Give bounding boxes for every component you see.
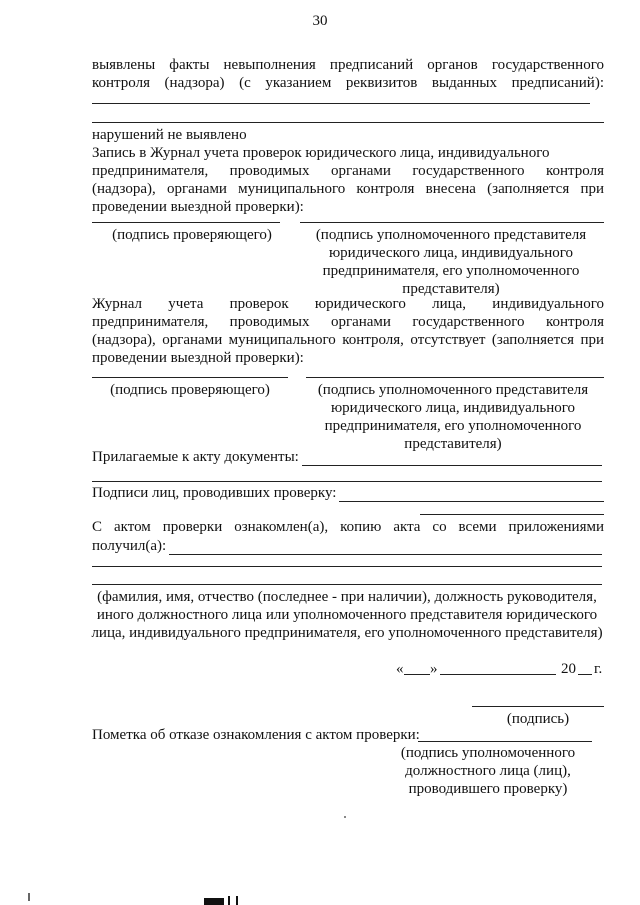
date-year-field[interactable] (578, 674, 592, 675)
scan-artifact-dot (344, 816, 346, 818)
representative-signature-line-2[interactable] (306, 377, 604, 378)
scan-artifact-bar-1 (228, 896, 230, 905)
journal-absent-line-2: предпринимателя, проводимых органами государственного контроля (92, 314, 604, 330)
representative-signature-line-1[interactable] (300, 222, 604, 223)
journal-record-line-4: проведении выездной проверки): (92, 199, 304, 215)
date-month-field[interactable] (440, 674, 556, 675)
signature-caption: (подпись) (506, 711, 570, 727)
journal-absent-paragraph (92, 295, 604, 367)
received-row (92, 537, 602, 555)
journal-record-line-2: предпринимателя, проводимых органами государственного контроля (92, 163, 604, 179)
attached-docs-row (92, 448, 602, 466)
date-day-field[interactable] (404, 674, 430, 675)
facts-line-1: выявлены факты невыполнения предписаний органов государственного (92, 57, 604, 73)
received-field[interactable] (169, 540, 602, 555)
acquainted-paragraph (92, 518, 604, 536)
journal-record-line-3: (надзора), органами муниципального контроля внесена (заполняется при (92, 181, 604, 197)
refusal-caption: (подпись уполномоченного должностного лица (лиц), проводившего проверку) (400, 745, 576, 797)
received-fill-line-3[interactable] (92, 584, 602, 585)
received-label: получил(а): (92, 538, 167, 554)
facts-paragraph (92, 56, 604, 92)
facts-line-2: контроля (надзора) (с указанием реквизитов выданных предписаний): (92, 75, 604, 91)
inspectors-signatures-label: Подписи лиц, проводивших проверку: (92, 485, 337, 501)
scan-artifact-block (204, 898, 224, 905)
acquainted-line-1: С актом проверки ознакомлен(а), копию акта со всеми приложениями (92, 519, 604, 535)
official-caption: (фамилия, имя, отчество (последнее - при наличии), должность руководителя, иного должностного лица или уполномоченного представителя юридического лица, индивидуального предпринимателя, его уполномоченного представителя) (91, 589, 603, 641)
attached-docs-fill-line-2[interactable] (92, 481, 602, 482)
date-close-quote: » (430, 661, 438, 677)
refusal-label: Пометка об отказе ознакомления с актом проверки: (92, 727, 420, 743)
inspector-signature-line-1[interactable] (92, 222, 280, 223)
scan-artifact-bar-2 (236, 896, 238, 905)
scan-artifact-margin (28, 893, 30, 901)
inspector-signature-line-2[interactable] (92, 377, 288, 378)
page-number: 30 (312, 13, 328, 29)
journal-absent-line-3: (надзора), органами муниципального контроля, отсутствует (заполняется при (92, 332, 604, 348)
inspector-signature-caption-2: (подпись проверяющего) (110, 382, 270, 398)
facts-fill-line-1[interactable] (92, 103, 590, 104)
inspector-signature-caption-1: (подпись проверяющего) (112, 227, 272, 243)
representative-caption-1: (подпись уполномоченного представителя юридического лица, индивидуального предпринимателя, его уполномоченного представителя) (315, 227, 587, 297)
inspectors-signatures-row (92, 484, 604, 502)
date-open-quote: « (396, 661, 404, 677)
inspectors-signatures-field[interactable] (339, 487, 604, 502)
date-year-suffix: г. (594, 661, 603, 677)
received-fill-line-2[interactable] (92, 566, 602, 567)
signature-line[interactable] (472, 706, 604, 707)
date-year-prefix: 20 (561, 661, 576, 677)
attached-docs-label: Прилагаемые к акту документы: (92, 449, 299, 465)
journal-absent-line-1: Журнал учета проверок юридического лица, индивидуального (92, 296, 604, 312)
journal-record-line-1: Запись в Журнал учета проверок юридического лица, индивидуального (92, 145, 550, 161)
facts-fill-line-2[interactable] (92, 122, 604, 123)
refusal-signature-line[interactable] (418, 741, 592, 742)
inspectors-signatures-fill-line-2[interactable] (420, 514, 604, 515)
journal-record-paragraph (92, 144, 604, 216)
journal-absent-line-4: проведении выездной проверки): (92, 350, 304, 366)
representative-caption-2: (подпись уполномоченного представителя юридического лица, индивидуального предпринимателя, его уполномоченного представителя) (317, 382, 589, 452)
attached-docs-field[interactable] (302, 451, 602, 466)
no-violations-text: нарушений не выявлено (92, 127, 247, 143)
